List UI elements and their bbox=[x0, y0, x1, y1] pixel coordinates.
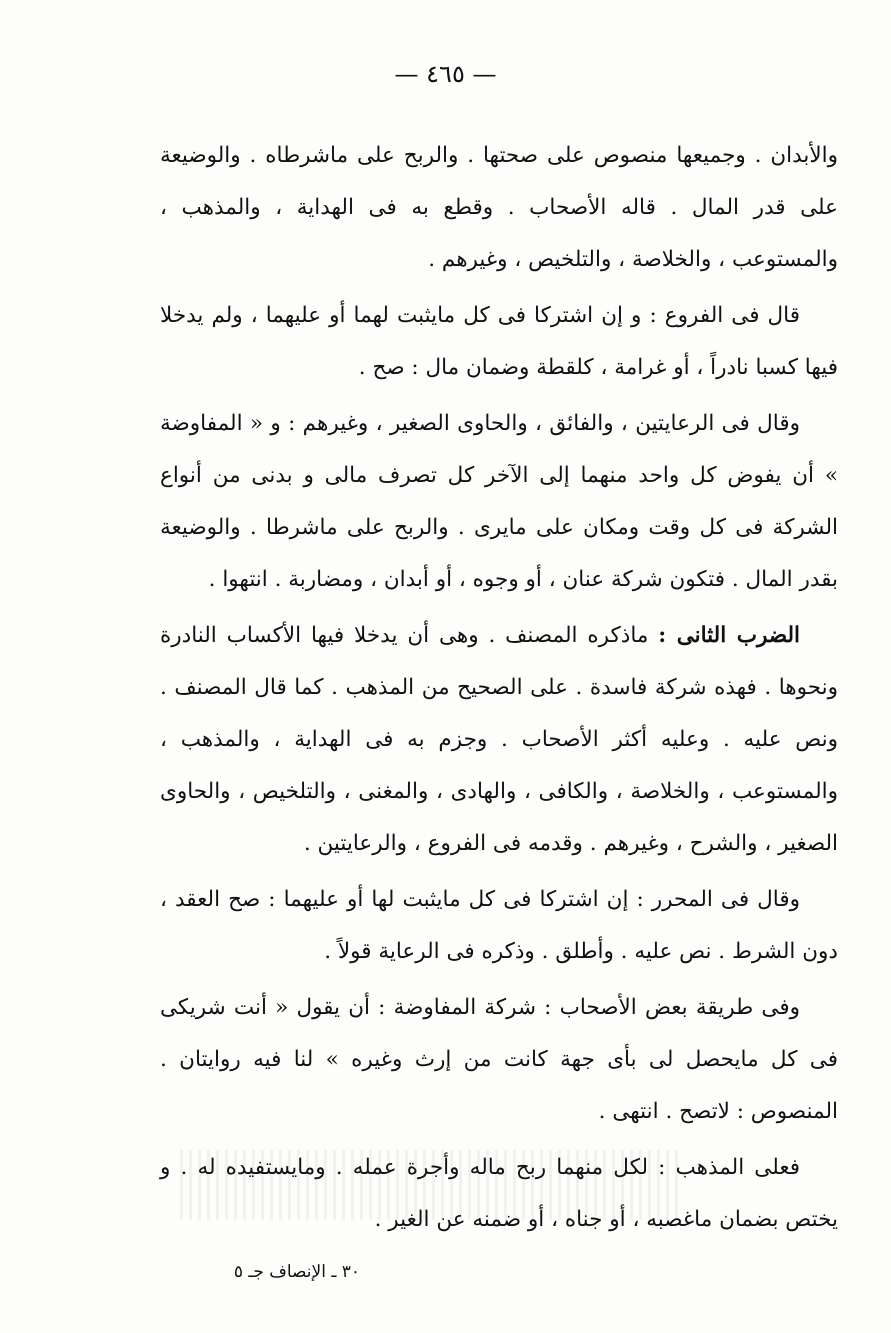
paragraph-6 bbox=[160, 982, 838, 1138]
paragraph-3-text: وقال فى الرعايتين ، والفائق ، والحاوى الصغير ، وغيرهم : و « المفاوضة » أن يفوض كل واحد منهما إلى الآخر كل تصرف مالى و بدنى من أنواع الشركة فى كل وقت ومكان على مايرى . والربح على ماشرطا . والوضيعة بقدر المال . فتكون شركة عنان ، أو وجوه ، أو أبدان ، ومضاربة . انتهوا . bbox=[160, 411, 838, 592]
paragraph-5 bbox=[160, 874, 838, 978]
paragraph-1 bbox=[160, 130, 838, 286]
paragraph-7-text: فعلى المذهب : لكل منهما ربح ماله وأجرة عمله . ومايستفيده له . و يختص بضمان ماغصبه ، أو جناه ، أو ضمنه عن الغير . bbox=[160, 1155, 838, 1232]
show-through-texture bbox=[180, 1150, 680, 1220]
footer-signature: ٣٠ ـ الإنصاف جـ ٥ bbox=[233, 1262, 360, 1282]
paragraph-6-text: وفى طريقة بعض الأصحاب : شركة المفاوضة : أن يقول « أنت شريكى فى كل مايحصل لى بأى جهة كانت من إرث وغيره » لنا فيه روايتان . المنصوص : لاتصح . انتهى . bbox=[160, 995, 838, 1124]
paragraph-4-text: ماذكره المصنف . وهى أن يدخلا فيها الأكساب النادرة ونحوها . فهذه شركة فاسدة . على الصحيح من المذهب . كما قال المصنف . ونص عليه . وعليه أكثر الأصحاب . وجزم به فى الهداية ، والمذهب ، والمستوعب ، والخلاصة ، والكافى ، والهادى ، والمغنى ، والتلخيص ، والحاوى الصغير ، والشرح ، وغيرهم . وقدمه فى الفروع ، والرعايتين . bbox=[160, 623, 838, 856]
body-text bbox=[160, 130, 838, 1250]
paragraph-2-text: قال فى الفروع : و إن اشتركا فى كل مايثبت لهما أو عليهما ، ولم يدخلا فيها كسبا نادراً ، أو غرامة ، كلقطة وضمان مال : صح . bbox=[160, 303, 838, 380]
paragraph-2 bbox=[160, 290, 838, 394]
paragraph-3 bbox=[160, 398, 838, 606]
paragraph-1-text: والأبدان . وجميعها منصوص على صحتها . والربح على ماشرطاه . والوضيعة على قدر المال . قاله الأصحاب . وقطع به فى الهداية ، والمذهب ، والمستوعب ، والخلاصة ، والتلخيص ، وغيرهم . bbox=[160, 143, 838, 272]
paragraph-5-text: وقال فى المحرر : إن اشتركا فى كل مايثبت لها أو عليهما : صح العقد ، دون الشرط . نص عليه . وأطلق . وذكره فى الرعاية قولاً . bbox=[160, 887, 838, 964]
paragraph-4 bbox=[160, 610, 838, 870]
paragraph-4-lead: الضرب الثانى : bbox=[658, 623, 800, 648]
page-number: — ٤٦٥ — bbox=[394, 60, 497, 88]
